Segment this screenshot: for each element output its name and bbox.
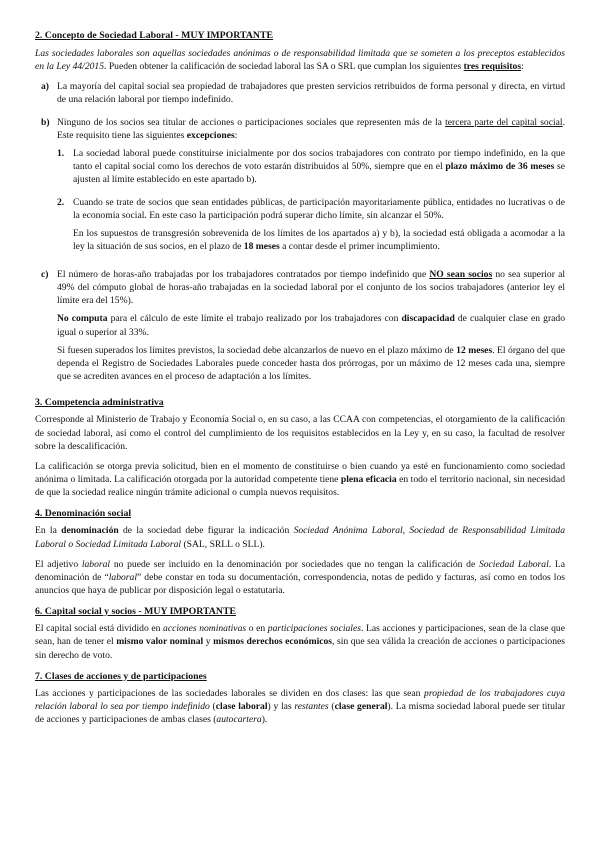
section-heading: 7. Clases de acciones y de participaciones (35, 670, 207, 682)
list-item-b (35, 116, 565, 263)
section-concepto (35, 30, 565, 388)
section-heading: 3. Competencia administrativa (35, 396, 164, 408)
transgression-note: En los supuestos de transgresión sobrevenida de los límites de los apartados a) y b), la sociedad está obligada a acomodar a la ley la situación de sus socios, en el plazo de 18 meses a contar desde el primer incumplimiento. (73, 228, 565, 253)
section-heading: 4. Denominación social (35, 507, 132, 519)
section-clases: 7. Clases de acciones y de participaciones Las acciones y participaciones de las sociedades laborales se dividen en dos clases: las que sean propiedad de los trabajadores cuya relación laboral lo sea por tiempo indefinido (clase laboral) y las restantes (clase general). La misma sociedad laboral puede ser titular de acciones y participaciones de ambas clases (autocartera). (35, 670, 566, 726)
intro-paragraph: Las sociedades laborales son aquellas sociedades anónimas o de responsabilidad limitada que se someten a los preceptos establecidos en la Ley 44/2015. Pueden obtener la calificación de sociedad laboral las SA o SRL que cumplan los siguientes tres requisitos: (35, 47, 565, 72)
list-item-a (35, 80, 565, 111)
exception-1: 1. La sociedad laboral puede constituirse inicialmente por dos socios trabajadores con contrato por tiempo indefinido, en la que tanto el capital social como los derechos de voto estarán distribuidos al 50%, siempre que en el plazo máximo de 36 meses se ajusten al límite establecido en este apartado b). (57, 147, 565, 191)
section-competencia: 3. Competencia administrativa Corresponde al Ministerio de Trabajo y Economía Social o, en su caso, a las CCAA con competencias, el otorgamiento de la calificación de sociedad laboral, así como el control del cumplimiento de los requisitos establecidos en la Ley y, en su caso, la facultad de resolver sobre la descalificación. La calificación se otorga previa solicitud, bien en el momento de constituirse o bien cuando ya esté en funcionamiento como sociedad anónima o limitada. La calificación otorgada por la autoridad competente tiene plena eficacia en todo el territorio nacional, sin necesidad de que la sociedad realice ningún trámite adicional o cumpla nuevos requisitos. (35, 396, 565, 498)
item-label: b) (41, 116, 50, 128)
list-item-c: c) El número de horas-año trabajadas por los trabajadores contratados por tiempo indefinido que NO sean socios no sea superior al 49% del cómputo global de horas-año trabajadas en la sociedad laboral por el conjunto de los socios trabajadores (anterior ley el límite era del 15%). No computa para el cálculo de este límite el trabajo realizado por los trabajadores con discapacidad de cualquier clase en grado igual o superior al 33%. Si fuesen superados los límites previstos, la sociedad debe alcanzarlos de nuevo en el plazo máximo de 12 meses. El órgano del que dependa el Registro de Sociedades Laborales puede conceder hasta dos prórrogas, por un máximo de 12 meses cada una, siempre que se acrediten avances en el proceso de adaptación a los límites. (35, 268, 565, 387)
item-label: a) (41, 80, 49, 92)
exception-label: 1. (57, 148, 65, 160)
item-text: La mayoría del capital social sea propiedad de trabajadores que presten servicios retribuidos de forma personal y directa, en virtud de una relación laboral por tiempo indefinido. (57, 80, 565, 105)
section-heading: 6. Capital social y socios - MUY IMPORTANTE (35, 605, 237, 617)
item-label: c) (41, 269, 49, 281)
exception-label: 2. (57, 197, 65, 209)
item-text: Ninguno de los socios sea titular de acciones o participaciones sociales que representen más de la tercera parte del capital social. Este requisito tiene las siguientes excepciones: (57, 116, 565, 141)
exception-2: 2. Cuando se trate de socios que sean entidades públicas, de participación mayoritariamente pública, entidades no lucrativas o de la economía social. En este caso la participación podrá superar dicho límite, sin alcanzar el 50%. En los supuestos de transgresión sobrevenida de los límites de los apartados a) y b), la sociedad está obligada a acomodar a la ley la situación de sus socios, en el plazo de 18 meses a contar desde el primer incumplimiento. (57, 196, 565, 258)
section-denominacion: 4. Denominación social En la denominación de la sociedad debe figurar la indicación Sociedad Anónima Laboral, Sociedad de Responsabilidad Limitada Laboral o Sociedad Limitada Laboral (SAL, SRLL o SLL). El adjetivo laboral no puede ser incluido en la denominación por sociedades que no tengan la calificación de Sociedad Laboral. La denominación de “laboral” debe constar en toda su documentación, correspondencia, notas de pedido y facturas, así como en todos los anuncios que haya de publicar por disposición legal o estatutaria. (35, 507, 565, 596)
section-heading: 2. Concepto de Sociedad Laboral - MUY IMPORTANTE (35, 30, 274, 41)
section-capital: 6. Capital social y socios - MUY IMPORTANTE El capital social está dividido en acciones nominativas o en participaciones sociales. Las acciones y participaciones, sean de la clase que sean, han de tener el mismo valor nominal y mismos derechos económicos, sin que sea válida la creación de acciones o participaciones sin derecho de voto. (35, 605, 565, 661)
